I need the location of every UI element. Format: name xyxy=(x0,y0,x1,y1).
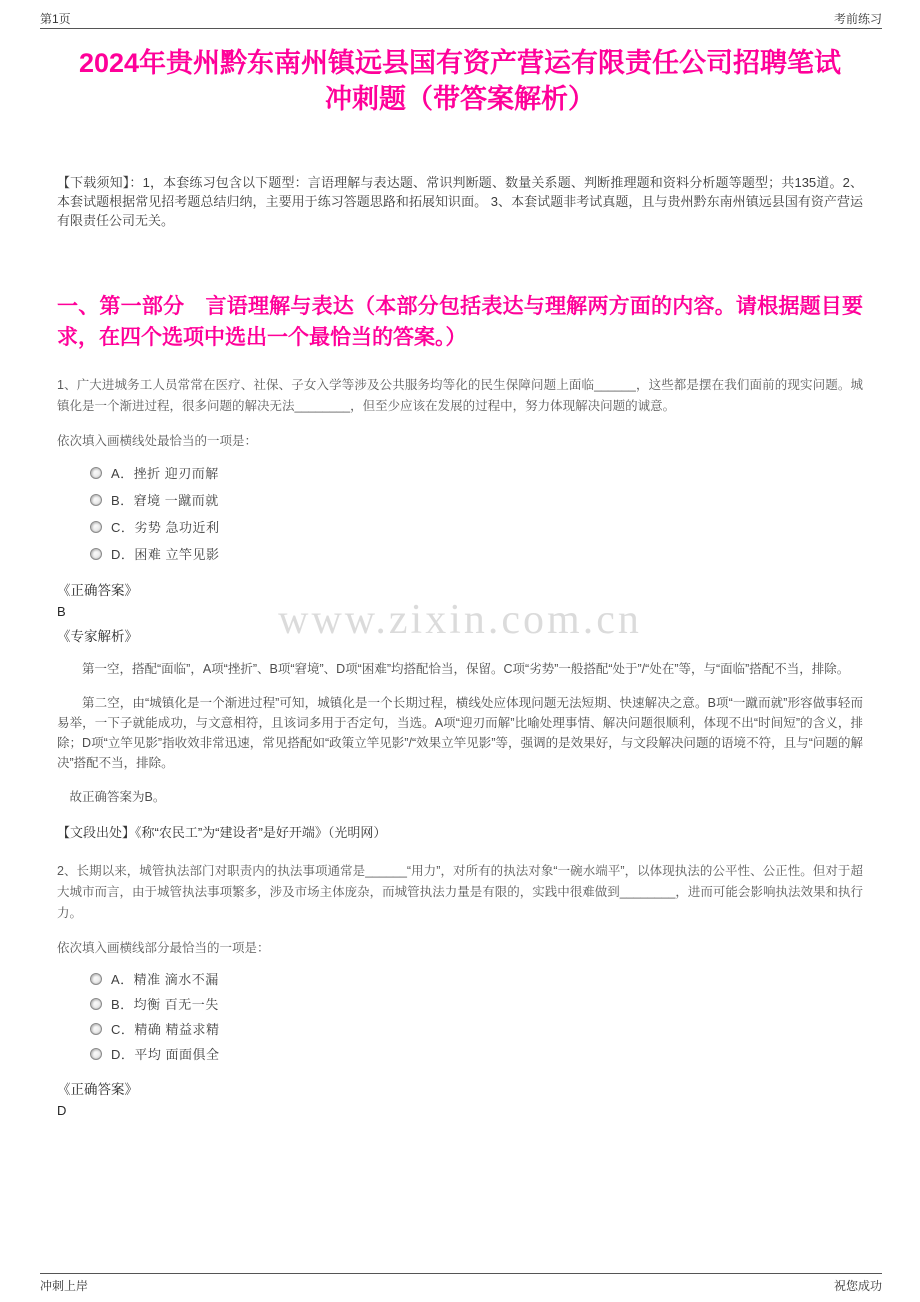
option-label: B．窘境 一蹴而就 xyxy=(111,493,219,509)
option-row-b[interactable] xyxy=(90,486,863,513)
header-right-label: 考前练习 xyxy=(833,12,882,26)
header-divider xyxy=(40,28,882,29)
answer-value: B xyxy=(57,604,66,620)
question-stem: 2、长期以来，城管执法部门对职责内的执法事项通常是______“用力”，对所有的执法对象“一碗水端平”，以体现执法的公平性、公正性。但对于超大城市而言，由于城管执法事项繁多，涉及市场主体庞杂，而城管执法力量是有限的，实践中很难做到________，进而可能会影响执法效果和执行力。 xyxy=(57,864,863,920)
option-row-a[interactable] xyxy=(90,459,863,486)
option-group xyxy=(57,459,863,567)
section-heading: 一、第一部分 言语理解与表达（本部分包括表达与理解两方面的内容。请根据题目要求，在四个选项中选出一个最恰当的答案。） xyxy=(57,295,863,349)
radio-icon[interactable] xyxy=(90,467,102,479)
option-row-c[interactable] xyxy=(90,513,863,540)
footer-divider xyxy=(40,1273,882,1274)
question-stem: 1、广大进城务工人员常常在医疗、社保、子女入学等涉及公共服务均等化的民生保障问题上面临______，这些都是摆在我们面前的现实问题。城镇化是一个渐进过程，很多问题的解决无法________，但至少应该在发展的过程中，努力体现解决问题的诚意。 xyxy=(57,378,863,413)
analysis-paragraph: 第二空，由“城镇化是一个渐进过程”可知，城镇化是一个长期过程，横线处应体现问题无法短期、快速解决之意。B项“一蹴而就”形容做事轻而易举，一下子就能成功，与文意相符，且该词多用于否定句，当选。A项“迎刃而解”比喻处理事情、解决问题很顺利，体现不出“时间短”的含义，排除；D项“立竿见影”指收效非常迅速，常见搭配如“政策立竿见影”/“效果立竿见影”等，强调的是效果好，与文段解决问题的语境不符，且与“问题的解决”搭配不当，排除。 xyxy=(57,696,863,771)
source-line: 【文段出处】《称“农民工”为“建设者”是好开端》（光明网） xyxy=(57,825,387,841)
radio-icon[interactable] xyxy=(90,973,102,985)
question-prompt: 依次填入画横线处最恰当的一项是： xyxy=(57,434,258,449)
radio-icon[interactable] xyxy=(90,494,102,506)
option-label: B．均衡 百无一失 xyxy=(111,997,219,1013)
analysis-conclusion: 故正确答案为B。 xyxy=(69,790,166,805)
analysis-paragraph: 第一空，搭配“面临”，A项“挫折”、B项“窘境”、D项“困难”均搭配恰当，保留。C项“劣势”一般搭配“处于”/“处在”等，与“面临”搭配不当，排除。 xyxy=(82,662,850,677)
watermark: www.zixin.com.cn xyxy=(278,597,642,643)
document-title: 2024年贵州黔东南州镇远县国有资产营运有限责任公司招聘笔试冲刺题（带答案解析） xyxy=(78,48,842,114)
download-notice: 【下载须知】：1，本套练习包含以下题型：言语理解与表达题、常识判断题、数量关系题、判断推理题和资料分析题等题型；共135道。2、本套试题根据常见招考题总结归纳，主要用于练习答题思路和拓展知识面。 3、本套试题非考试真题，且与贵州黔东南州镇远县国有资产营运有限责任公司无关。 xyxy=(57,174,863,228)
option-row-c[interactable] xyxy=(90,1016,863,1041)
option-label: A．挫折 迎刃而解 xyxy=(111,466,219,482)
option-label: D．平均 面面俱全 xyxy=(111,1047,220,1063)
radio-icon[interactable] xyxy=(90,1023,102,1035)
answer-value: D xyxy=(57,1103,67,1119)
option-row-b[interactable] xyxy=(90,991,863,1016)
option-row-a[interactable] xyxy=(90,966,863,991)
option-label: D．困难 立竿见影 xyxy=(111,547,220,563)
question-block-2 xyxy=(57,861,863,1118)
footer-right-label: 祝您成功 xyxy=(833,1279,882,1293)
option-label: A．精准 滴水不漏 xyxy=(111,972,219,988)
question-block-1 xyxy=(57,375,863,841)
option-label: C．劣势 急功近利 xyxy=(111,520,220,536)
option-group xyxy=(57,966,863,1066)
radio-icon[interactable] xyxy=(90,998,102,1010)
answer-label: 《正确答案》 xyxy=(57,583,138,599)
option-row-d[interactable] xyxy=(90,1041,863,1066)
footer-left-label: 冲刺上岸 xyxy=(40,1279,89,1293)
option-label: C．精确 精益求精 xyxy=(111,1022,220,1038)
answer-label: 《正确答案》 xyxy=(57,1082,138,1098)
analysis-label: 《专家解析》 xyxy=(57,629,138,645)
radio-icon[interactable] xyxy=(90,548,102,560)
option-row-d[interactable] xyxy=(90,540,863,567)
question-prompt: 依次填入画横线部分最恰当的一项是： xyxy=(57,941,270,956)
radio-icon[interactable] xyxy=(90,521,102,533)
page-header xyxy=(40,10,882,27)
page-number: 第1页 xyxy=(40,12,71,26)
radio-icon[interactable] xyxy=(90,1048,102,1060)
page-footer xyxy=(40,1277,882,1294)
